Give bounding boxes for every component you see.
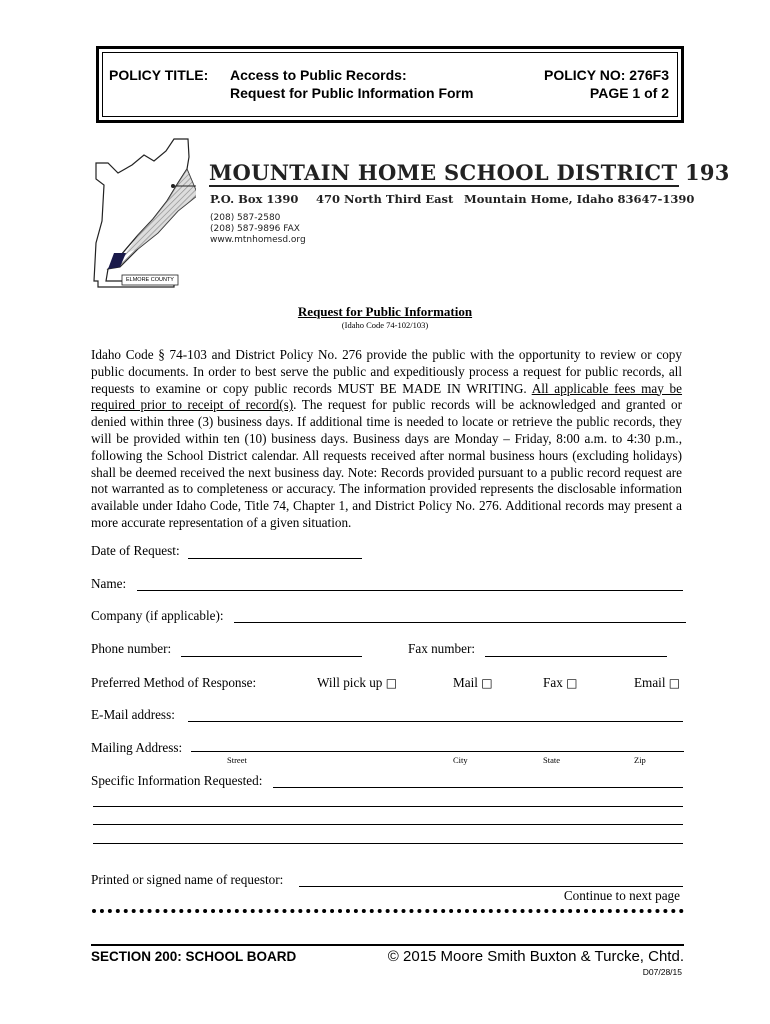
- company-field[interactable]: [234, 622, 686, 623]
- policy-title-label: POLICY TITLE:: [109, 67, 209, 83]
- signature-field[interactable]: [299, 886, 683, 887]
- po-box: P.O. Box 1390: [210, 192, 299, 206]
- method-mail-label: Mail: [453, 675, 478, 690]
- method-option-pickup[interactable]: [317, 675, 397, 691]
- copyright-notice: © 2015 Moore Smith Buxton & Turcke, Chtd.: [387, 948, 684, 965]
- specific-info-line-3[interactable]: [93, 824, 683, 825]
- date-field[interactable]: [188, 558, 362, 559]
- specific-info-field[interactable]: [273, 787, 683, 788]
- continue-note: Continue to next page: [563, 888, 680, 903]
- method-option-mail[interactable]: [453, 675, 493, 691]
- specific-info-line-4[interactable]: [93, 843, 683, 844]
- date-label: Date of Request:: [91, 543, 180, 558]
- method-option-fax[interactable]: [543, 675, 577, 691]
- method-pickup-label: Will pick up: [317, 675, 383, 690]
- zip-caption: Zip: [634, 755, 646, 765]
- name-field[interactable]: [137, 590, 683, 591]
- website: www.mtnhomesd.org: [210, 235, 306, 245]
- phone-field[interactable]: [181, 656, 362, 657]
- fax-label: Fax number:: [408, 641, 476, 656]
- fax-checkbox-icon[interactable]: □: [566, 676, 578, 690]
- name-label: Name:: [91, 576, 127, 591]
- document-date: D07/28/15: [642, 967, 682, 977]
- policy-title-line1: Access to Public Records:: [230, 67, 407, 83]
- dotted-separator: [92, 909, 684, 913]
- method-option-email[interactable]: [634, 675, 680, 691]
- street-address: 470 North Third East: [316, 192, 454, 206]
- county-label: ELMORE COUNTY: [126, 277, 174, 283]
- email-label: E-Mail address:: [91, 707, 175, 722]
- logo-divider: [209, 185, 679, 187]
- district-map-logo: [86, 135, 196, 295]
- method-fax-label: Fax: [543, 675, 563, 690]
- signature-label: Printed or signed name of requestor:: [91, 872, 284, 887]
- method-email-label: Email: [634, 675, 666, 690]
- intro-fees-notice: All applicable fees may be required prior to receipt of record(s): [91, 380, 683, 413]
- company-label: Company (if applicable):: [91, 608, 224, 623]
- footer-rule: [91, 944, 684, 946]
- form-title: Request for Public Information: [297, 304, 473, 319]
- intro-paragraph: [91, 347, 682, 532]
- fax-number: (208) 587-9896 FAX: [210, 224, 300, 234]
- specific-info-label: Specific Information Requested:: [91, 773, 263, 788]
- phone-label: Phone number:: [91, 641, 172, 656]
- email-checkbox-icon[interactable]: □: [668, 676, 681, 690]
- state-caption: State: [543, 755, 560, 765]
- intro-text-2: . The request for public records will be acknowledged and granted or denied within three (3) business days. If additional time is needed to locate or retrieve the public records, they will be provided within ten (10) business days. Business days are Monday – Friday, 8:00 a.m. to 4:30 p.m., following the School District calendar. All requests received after normal business hours (excluding holidays) shall be deemed received the next business day. Note: Records provided pursuant to a public record request are not warranted as to completeness or accuracy. The information provided represents the disclosable information available under Idaho Code, Title 74, Chapter 1, and District Policy No. 276. Additional records may present a more accurate representation of a given situation.: [91, 397, 682, 530]
- city-caption: City: [453, 755, 468, 765]
- mail-checkbox-icon[interactable]: □: [481, 676, 493, 690]
- section-label: SECTION 200: SCHOOL BOARD: [91, 949, 297, 964]
- pickup-checkbox-icon[interactable]: □: [385, 676, 398, 690]
- street-caption: Street: [227, 755, 247, 765]
- policy-title-line2: Request for Public Information Form: [230, 85, 474, 101]
- specific-info-line-2[interactable]: [93, 806, 683, 807]
- district-name: MOUNTAIN HOME SCHOOL DISTRICT 193: [209, 160, 730, 185]
- phone-number: (208) 587-2580: [210, 213, 281, 223]
- intro-text-1: Idaho Code § 74-103 and District Policy No. 276 provide the public with the opportunity to review or copy public documents. In order to best serve the public and expeditiously process a request for public records, all requests to examine or copy public records MUST BE MADE IN WRITING.: [91, 347, 682, 396]
- email-field[interactable]: [188, 721, 683, 722]
- mailing-label: Mailing Address:: [91, 740, 183, 755]
- fax-field[interactable]: [485, 656, 667, 657]
- policy-number: POLICY NO: 276F3: [543, 67, 669, 83]
- page-number: PAGE 1 of 2: [589, 85, 669, 101]
- city-address: Mountain Home, Idaho 83647-1390: [464, 192, 695, 206]
- method-label: Preferred Method of Response:: [91, 675, 257, 690]
- form-subtitle: (Idaho Code 74-102/103): [341, 320, 429, 330]
- mailing-field[interactable]: [191, 751, 684, 752]
